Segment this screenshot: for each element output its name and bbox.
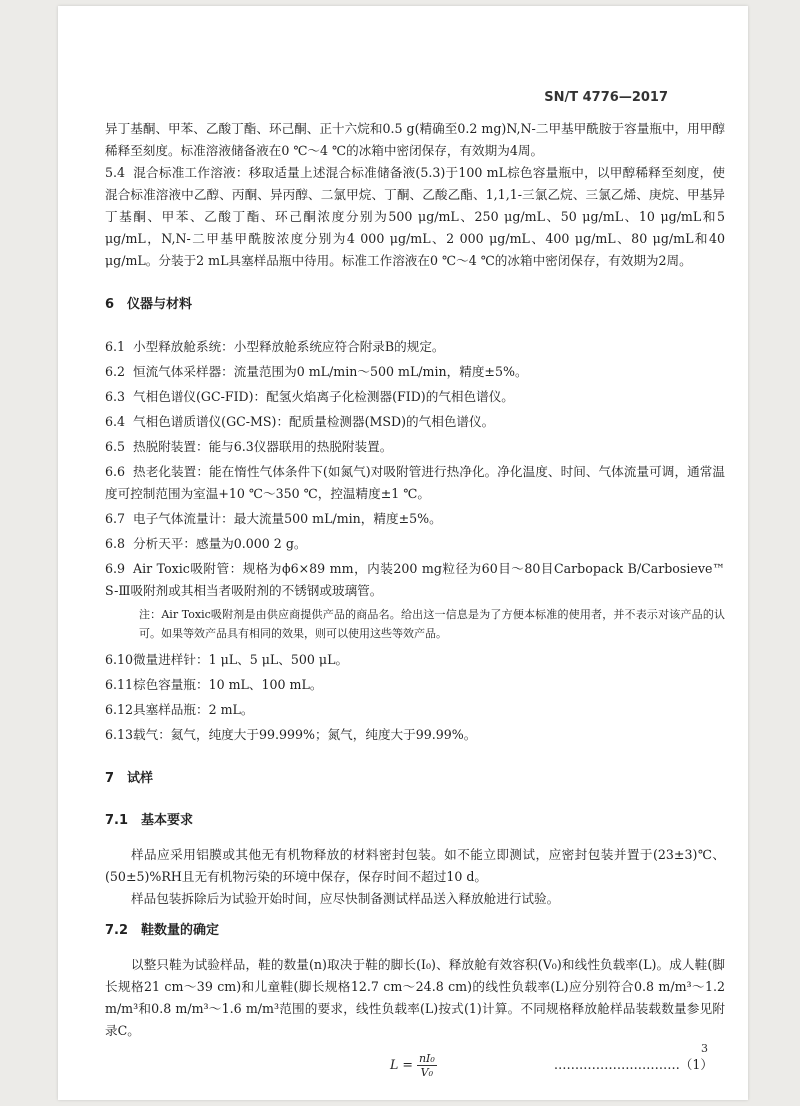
clause-text: 混合标准工作溶液：移取适量上述混合标准储备液(5.3)于100 mL棕色容量瓶中，以甲醇稀释至刻度，使混合标准溶液中乙醇、丙酮、异丙醇、二氯甲烷、丁酮、乙酸乙酯、1,1,1-三氯乙烷、三氯乙烯、庚烷、甲基异丁基酮、甲苯、乙酸丁酯、环己酮浓度分别为500 μg/mL、250 μg/mL、50 μg/mL、10 μg/mL和5 μg/mL，N,N-二甲基甲酰胺浓度分别为4 000 μg/mL、2 000 μg/mL、400 μg/mL、80 μg/mL和40 μg/mL。分装于2 mL具塞样品瓶中待用。标准工作溶液在0 ℃～4 ℃的冰箱中密闭保存，有效期为2周。 xyxy=(105,165,725,268)
clause-6-7 xyxy=(105,508,725,530)
section-7-1-heading: 7.1 基本要求 xyxy=(105,813,194,828)
formula-expression xyxy=(390,1052,437,1079)
clause-number: 6.3 xyxy=(105,389,126,404)
section-7-2-heading: 7.2 鞋数量的确定 xyxy=(105,923,220,938)
clause-6-10 xyxy=(105,649,725,671)
clause-6-12 xyxy=(105,699,725,721)
formula-number: …………………………（1） xyxy=(553,1057,713,1072)
clause-number: 6.13 xyxy=(105,727,134,742)
clause-text: 热脱附装置：能与6.3仪器联用的热脱附装置。 xyxy=(133,439,393,454)
clause-text: 具塞样品瓶：2 mL。 xyxy=(133,702,254,717)
formula-denominator: V₀ xyxy=(420,1066,434,1079)
document-body xyxy=(105,118,725,1084)
clause-6-13 xyxy=(105,724,725,746)
section-6-heading: 6 仪器与材料 xyxy=(105,297,193,312)
clause-6-9 xyxy=(105,558,725,602)
clause-text: 电子气体流量计：最大流量500 mL/min，精度±5%。 xyxy=(133,511,442,526)
clause-text: 棕色容量瓶：10 mL、100 mL。 xyxy=(133,677,323,692)
paragraph-5-4 xyxy=(105,162,725,272)
clause-text: 分析天平：感量为0.000 2 g。 xyxy=(133,536,307,551)
clause-6-5 xyxy=(105,436,725,458)
clause-number: 6.5 xyxy=(105,439,126,454)
paragraph-7-1-b: 样品包装拆除后为试验开始时间，应尽快制备测试样品送入释放舱进行试验。 xyxy=(131,891,560,906)
clause-6-8 xyxy=(105,533,725,555)
clause-6-6 xyxy=(105,461,725,505)
clause-text: 载气：氦气，纯度大于99.999%；氮气，纯度大于99.99%。 xyxy=(133,727,477,742)
clause-text: 气相色谱质谱仪(GC-MS)：配质量检测器(MSD)的气相色谱仪。 xyxy=(133,414,495,429)
paragraph-7-2: 以整只鞋为试验样品，鞋的数量(n)取决于鞋的脚长(I₀)、释放舱有效容积(V₀)和线性负载率(L)。成人鞋(脚长规格21 cm～39 cm)和儿童鞋(脚长规格12.7 cm～24.8 cm)的线性负载率(L)应分别符合0.8 m/m³～1.2 m/m³和0.8 m/m³～1.6 m/m³范围的要求，线性负载率(L)按式(1)计算。不同规格释放舱样品装载数量参见附录C。 xyxy=(105,957,725,1038)
clause-6-4 xyxy=(105,411,725,433)
clause-6-11 xyxy=(105,674,725,696)
clause-6-3 xyxy=(105,386,725,408)
clause-6-2 xyxy=(105,361,725,383)
clause-number: 6.4 xyxy=(105,414,126,429)
formula-fraction xyxy=(417,1052,437,1079)
section-7-heading: 7 试样 xyxy=(105,771,154,786)
clause-number: 6.2 xyxy=(105,364,126,379)
clause-number: 5.4 xyxy=(105,165,126,180)
clause-number: 6.12 xyxy=(105,702,134,717)
clause-text: Air Toxic吸附管：规格为ϕ6×89 mm，内装200 mg粒径为60目～80目Carbopack B/Carbosieve™ S-Ⅲ吸附剂或其相当者吸附剂的不锈钢或玻璃管。 xyxy=(105,561,725,598)
clause-number: 6.6 xyxy=(105,464,126,479)
clause-number: 6.1 xyxy=(105,339,126,354)
clause-number: 6.8 xyxy=(105,536,126,551)
clause-text: 小型释放舱系统：小型释放舱系统应符合附录B的规定。 xyxy=(133,339,445,354)
paragraph-5-3-continued: 异丁基酮、甲苯、乙酸丁酯、环己酮、正十六烷和0.5 g(精确至0.2 mg)N,N-二甲基甲酰胺于容量瓶中，用甲醇稀释至刻度。标准溶液储备液在0 ℃～4 ℃的冰箱中密闭保存，有效期为4周。 xyxy=(105,121,725,158)
formula-numerator: nI₀ xyxy=(418,1052,435,1065)
clause-number: 6.7 xyxy=(105,511,126,526)
standard-code: SN/T 4776—2017 xyxy=(544,90,668,105)
clause-text: 恒流气体采样器：流量范围为0 mL/min～500 mL/min，精度±5%。 xyxy=(133,364,528,379)
clause-number: 6.11 xyxy=(105,677,134,692)
formula-lhs: L = xyxy=(390,1057,413,1072)
clause-6-1 xyxy=(105,336,725,358)
note-6-9: 注：Air Toxic吸附剂是由供应商提供产品的商品名。给出这一信息是为了方便本标准的使用者，并不表示对该产品的认可。如果等效产品具有相同的效果，则可以使用这些等效产品。 xyxy=(139,608,725,640)
clause-text: 热老化装置：能在惰性气体条件下(如氮气)对吸附管进行热净化。净化温度、时间、气体流量可调，通常温度可控制范围为室温+10 ℃～350 ℃，控温精度±1 ℃。 xyxy=(105,464,725,501)
page-number: 3 xyxy=(701,1042,708,1055)
clause-number: 6.9 xyxy=(105,561,126,576)
clause-text: 微量进样针：1 μL、5 μL、500 μL。 xyxy=(133,652,349,667)
clause-text: 气相色谱仪(GC-FID)：配氢火焰离子化检测器(FID)的气相色谱仪。 xyxy=(133,389,514,404)
clause-number: 6.10 xyxy=(105,652,134,667)
paragraph-7-1-a: 样品应采用铝膜或其他无有机物释放的材料密封包装。如不能立即测试，应密封包装并置于(23±3)℃、(50±5)%RH且无有机物污染的环境中保存，保存时间不超过10 d。 xyxy=(105,847,725,884)
formula-1 xyxy=(105,1046,725,1084)
section-6-list xyxy=(105,336,725,746)
